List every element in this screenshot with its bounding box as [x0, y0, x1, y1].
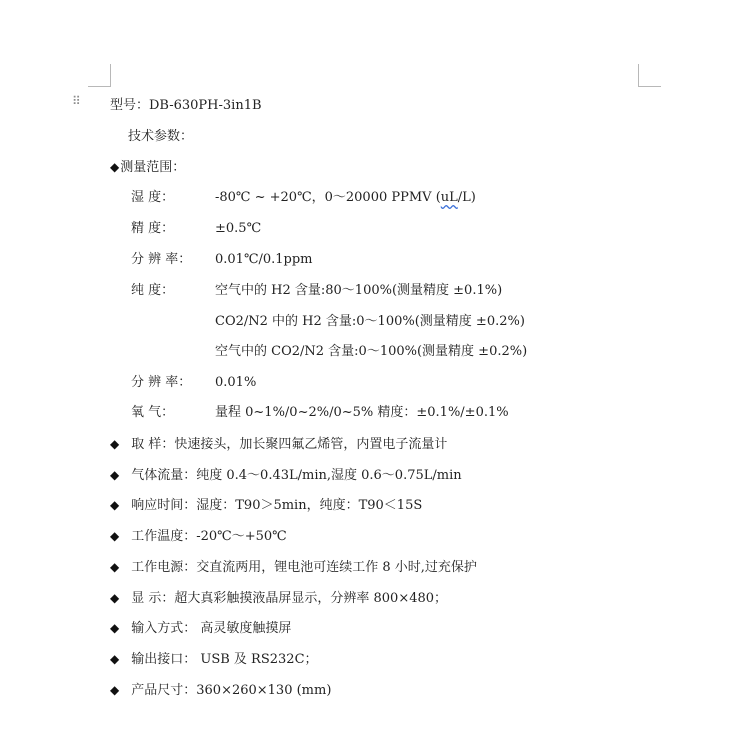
resolution2-label: 分 辨 率：	[131, 375, 192, 390]
purity-value-3: 空气中的 CO2/N2 含量:0～100%(测量精度 ±0.2%)	[215, 344, 528, 359]
purity-value-2: CO2/N2 中的 H2 含量:0～100%(测量精度 ±0.2%)	[215, 314, 525, 329]
page-corner-mark-right	[638, 64, 661, 87]
bullet-item	[110, 589, 447, 608]
diamond-bullet-icon: ◆	[110, 498, 120, 512]
bullet-item-label: 工作温度：	[131, 529, 197, 544]
tech-params-text: 技术参数：	[128, 129, 194, 144]
bullet-item-value: 360×260×130 (mm)	[196, 683, 332, 698]
bullet-item	[110, 496, 422, 515]
bullet-item	[110, 558, 477, 577]
diamond-bullet-icon: ◆	[110, 468, 120, 482]
diamond-bullet-icon: ◆	[110, 560, 120, 574]
bullet-item-label: 输入方式：	[131, 621, 197, 636]
bullet-item-value: USB 及 RS232C；	[196, 652, 318, 667]
bullet-item	[110, 681, 331, 700]
diamond-bullet-icon: ◆	[110, 683, 120, 697]
resolution-label: 分 辨 率：	[131, 252, 192, 267]
bullet-item-value: 超大真彩触摸液晶屏显示，分辨率 800×480；	[174, 591, 448, 606]
diamond-bullet-icon: ◆	[110, 652, 120, 666]
diamond-bullet-icon: ◆	[110, 621, 120, 635]
resolution-value: 0.01℃/0.1ppm	[215, 252, 313, 267]
bullet-item-label: 显 示：	[131, 591, 175, 606]
bullet-item-label: 输出接口：	[131, 652, 197, 667]
model-text: 型号：DB-630PH-3in1B	[110, 98, 262, 113]
bullet-item-value: 湿度：T90＞5min，纯度：T90＜15S	[196, 498, 423, 513]
resolution2-line	[131, 374, 256, 392]
humidity-label: 湿 度：	[131, 190, 175, 205]
bullet-item-label: 工作电源：	[131, 560, 197, 575]
diamond-bullet-icon: ◆	[110, 591, 120, 605]
bullet-item-value: 纯度 0.4～0.43L/min,湿度 0.6～0.75L/min	[196, 468, 462, 483]
bullet-item	[110, 435, 447, 454]
bullet-item-label: 取 样：	[131, 437, 175, 452]
purity-line-3	[215, 343, 527, 361]
bullet-item	[110, 650, 318, 669]
drag-handle-icon[interactable]: ⠿	[72, 94, 80, 108]
purity-line-2	[215, 313, 525, 331]
humidity-value-underlined: uL	[440, 190, 458, 205]
bullet-item-value: 快速接头，加长聚四氟乙烯管，内置电子流量计	[174, 437, 448, 452]
bullet-item-label: 响应时间：	[131, 498, 197, 513]
purity-value-1: 空气中的 H2 含量:80～100%(测量精度 ±0.1%)	[215, 283, 503, 298]
diamond-bullet-icon: ◆	[110, 160, 120, 174]
accuracy-value: ±0.5℃	[215, 221, 262, 236]
tech-params-line	[128, 128, 193, 146]
purity-line	[131, 282, 502, 300]
bullet-item-label: 产品尺寸：	[131, 683, 197, 698]
bullet-item-value: -20℃～+50℃	[196, 529, 287, 544]
diamond-bullet-icon: ◆	[110, 437, 120, 451]
measure-range-line	[110, 158, 185, 177]
bullet-item	[110, 619, 291, 638]
bullet-item	[110, 527, 287, 546]
resolution-line	[131, 251, 313, 269]
humidity-value-suffix: /L)	[457, 190, 476, 205]
purity-label: 纯 度：	[131, 283, 175, 298]
humidity-line	[131, 189, 476, 207]
humidity-value-prefix: -80℃ ~ +20℃，0～20000 PPMV (	[215, 190, 441, 205]
diamond-bullet-icon: ◆	[110, 529, 120, 543]
oxygen-line	[131, 404, 509, 422]
accuracy-line	[131, 220, 261, 238]
model-line	[110, 97, 262, 115]
page-corner-mark-left	[88, 64, 111, 87]
bullet-item-label: 气体流量：	[131, 468, 197, 483]
measure-range-heading: 测量范围：	[120, 160, 186, 175]
resolution2-value: 0.01%	[215, 375, 257, 390]
oxygen-label: 氧 气：	[131, 405, 175, 420]
bullet-item	[110, 466, 462, 485]
bullet-item-value: 高灵敏度触摸屏	[196, 621, 292, 636]
accuracy-label: 精 度：	[131, 221, 175, 236]
oxygen-value: 量程 0~1%/0~2%/0~5% 精度：±0.1%/±0.1%	[215, 405, 509, 420]
bullet-item-value: 交直流两用，锂电池可连续工作 8 小时,过充保护	[196, 560, 477, 575]
